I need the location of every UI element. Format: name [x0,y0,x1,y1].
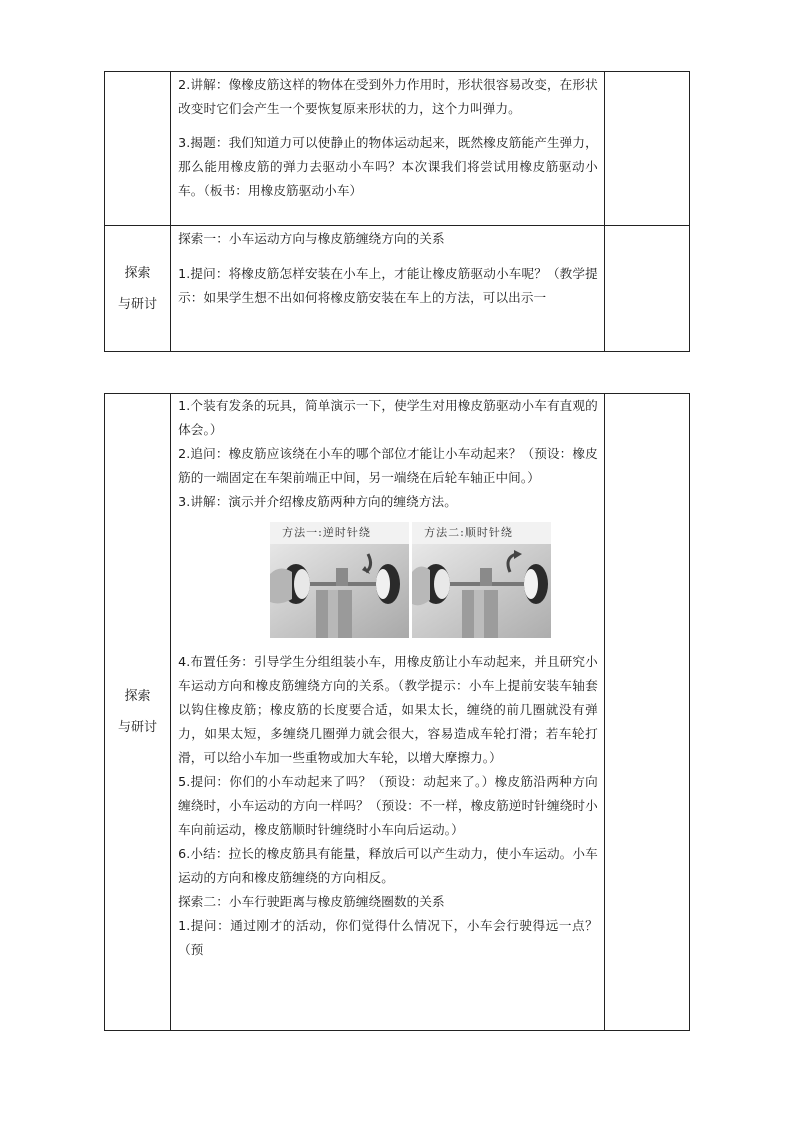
method-two-photo [412,544,551,638]
lesson-table-part-2 [104,393,690,1031]
method-one-caption: 方法一:逆时针绕 [270,522,409,544]
paragraph-follow-up-question: 2.追问：橡皮筋应该绕在小车的哪个部位才能让小车动起来？（预设：橡皮筋的一端固定在车架前端正中间，另一端绕在后轮车轴正中间。） [178,446,598,485]
explore-two-question: 1.提问：通过刚才的活动，你们觉得什么情况下，小车会行驶得远一点？（预 [178,918,598,957]
intro-paragraph-explain: 2.讲解：像橡皮筋这样的物体在受到外力作用时，形状很容易改变，在形状改变时它们会产生一个要恢复原来形状的力，这个力叫弹力。 [178,77,598,116]
intro-content-cell [171,72,605,226]
explore-one-question: 1.提问：将橡皮筋怎样安装在小车上，才能让橡皮筋驱动小车呢？（教学提示：如果学生想不出如何将橡皮筋安装在车上的方法，可以出示一 [178,266,598,305]
notes-cell [604,72,689,226]
lesson-table-part-1 [104,71,690,352]
paragraph-question-direction: 5.提问：你们的小车动起来了吗？（预设：动起来了。）橡皮筋沿两种方向缠绕时，小车运动的方向一样吗？（预设：不一样，橡皮筋逆时针缠绕时小车向前运动，橡皮筋顺时针缠绕时小车向后运动。） [178,774,598,837]
method-one-panel [270,522,409,638]
explore-content-cell [171,226,605,352]
method-two-caption: 方法二:顺时针绕 [412,522,551,544]
notes-cell [604,394,689,1031]
paragraph-assign-task: 4.布置任务：引导学生分组组装小车，用橡皮筋让小车动起来，并且研究小车运动方向和橡皮筋缠绕方向的关系。（教学提示：小车上提前安装车轴套以钩住橡皮筋；橡皮筋的长度要合适，如果太长，缠绕的前几圈就没有弹力，如果太短，多缠绕几圈弹力就会很大，容易造成车轮打滑；若车轮打滑，可以给小车加一些重物或加大车轮，以增大摩擦力。） [178,654,598,765]
section-label-cell [105,226,171,352]
paragraph-winding-demo: 3.讲解：演示并介绍橡皮筋两种方向的缠绕方法。 [178,494,457,509]
explore-content-cell [171,394,605,1031]
section-label-line2: 与研讨 [118,720,158,735]
explore-two-title: 探索二：小车行驶距离与橡皮筋缠绕圈数的关系 [178,894,445,909]
method-one-photo [270,544,409,638]
paragraph-toy-demo: 1.个装有发条的玩具，简单演示一下，使学生对用橡皮筋驱动小车有直观的体会。） [178,398,598,437]
section-label-line1: 探索 [124,689,151,704]
explore-one-title: 探索一：小车运动方向与橡皮筋缠绕方向的关系 [178,231,445,246]
intro-paragraph-reveal: 3.揭题：我们知道力可以使静止的物体运动起来，既然橡皮筋能产生弹力，那么能用橡皮筋的弹力去驱动小车吗？本次课我们将尝试用橡皮筋驱动小车。（板书：用橡皮筋驱动小车） [178,135,598,198]
winding-methods-figure [270,522,551,638]
notes-cell [604,226,689,352]
paragraph-summary: 6.小结：拉长的橡皮筋具有能量，释放后可以产生动力，使小车运动。小车运动的方向和橡皮筋缠绕的方向相反。 [178,846,598,885]
section-label-line2: 与研讨 [118,296,158,312]
method-two-panel [412,522,551,638]
section-label-line1: 探索 [124,265,151,281]
label-cell-empty [105,72,171,226]
section-label-cell [105,394,171,1031]
